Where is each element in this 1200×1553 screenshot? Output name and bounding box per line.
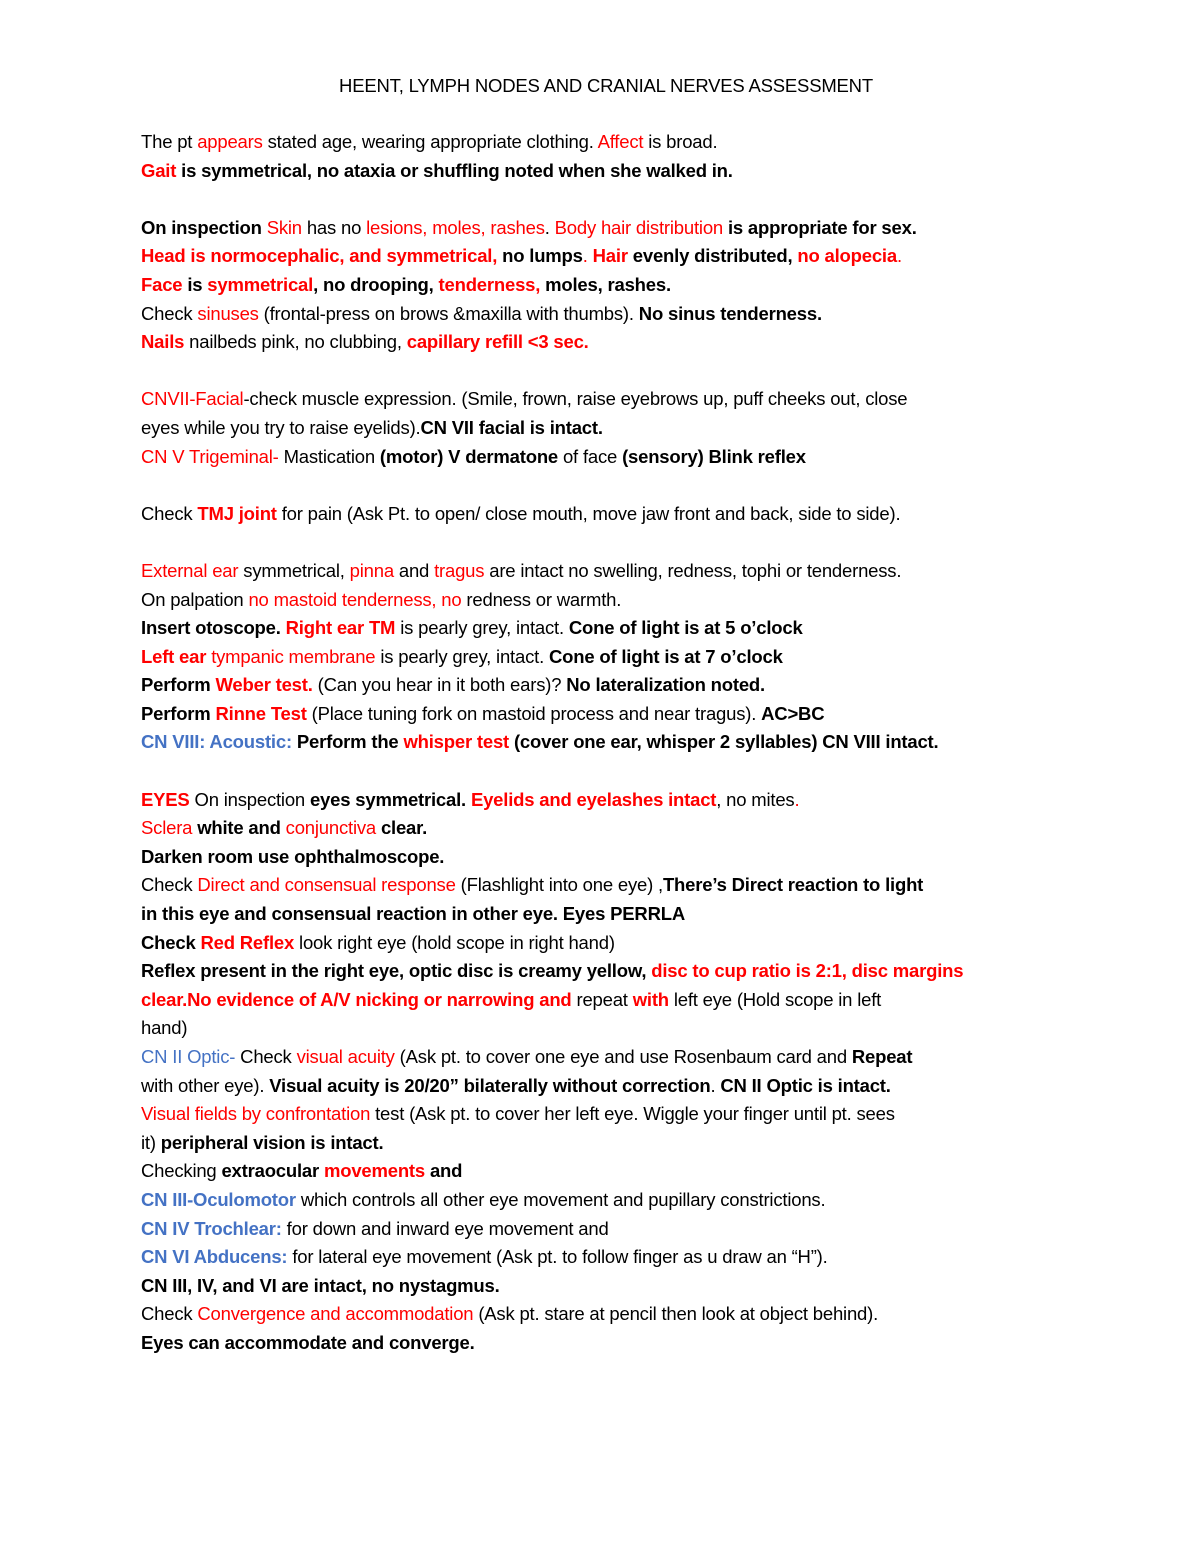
text-segment: . bbox=[582, 245, 593, 267]
blank-line bbox=[141, 185, 1071, 214]
text-segment: evenly distributed, bbox=[627, 245, 798, 267]
text-line bbox=[141, 900, 1071, 929]
text-segment: The pt bbox=[141, 131, 198, 152]
text-segment: CN II Optic is intact. bbox=[720, 1074, 891, 1096]
text-segment: is symmetrical, no ataxia or shuffling noted when she walked in. bbox=[176, 159, 733, 181]
text-segment: sinuses bbox=[197, 302, 259, 324]
text-segment: which controls all other eye movement and pupillary constrictions. bbox=[295, 1188, 826, 1210]
text-segment: stated age, wearing appropriate clothing. bbox=[262, 131, 598, 152]
text-segment: visual acuity bbox=[296, 1046, 395, 1067]
text-segment: has no bbox=[301, 216, 367, 238]
document-page bbox=[141, 72, 1071, 1358]
text-segment: disc to cup ratio is 2:1, disc margins bbox=[651, 960, 964, 982]
text-line bbox=[141, 1243, 1071, 1272]
text-segment: CNVII-Facial bbox=[141, 388, 244, 410]
blank-line bbox=[141, 357, 1071, 386]
text-segment: eyes while you try to raise eyelids). bbox=[141, 416, 421, 438]
text-segment: Rinne Test bbox=[215, 702, 307, 724]
text-segment: CN II Optic- bbox=[141, 1046, 236, 1067]
text-segment: and bbox=[425, 1160, 463, 1182]
text-segment: Perform the bbox=[291, 731, 404, 753]
text-segment: On palpation bbox=[141, 588, 249, 610]
text-line bbox=[141, 157, 1071, 186]
text-segment: in this eye and consensual reaction in other eye. Eyes PERRLA bbox=[141, 903, 686, 925]
text-segment: Visual acuity is 20/20” bilaterally without correction bbox=[269, 1074, 711, 1096]
text-segment: with other eye). bbox=[141, 1074, 270, 1096]
text-segment: of face bbox=[558, 445, 623, 467]
text-line bbox=[141, 1100, 1071, 1129]
text-segment: conjunctiva bbox=[285, 817, 376, 839]
text-line bbox=[141, 385, 1071, 414]
text-line bbox=[141, 1014, 1071, 1043]
text-segment: Nails bbox=[141, 331, 185, 353]
text-segment: . bbox=[544, 216, 555, 238]
text-segment: EYES bbox=[141, 788, 190, 810]
text-line bbox=[141, 586, 1071, 615]
text-segment: Check bbox=[141, 502, 198, 524]
text-segment: CN V Trigeminal- bbox=[141, 445, 279, 467]
text-segment: Weber test. bbox=[215, 674, 313, 696]
text-segment: CN VII facial is intact. bbox=[420, 416, 603, 438]
text-line bbox=[141, 786, 1071, 815]
text-segment: is pearly grey, intact. bbox=[375, 645, 549, 667]
blank-line bbox=[141, 757, 1071, 786]
text-segment: with bbox=[632, 988, 669, 1010]
text-segment: it) bbox=[141, 1131, 161, 1153]
text-segment: white and bbox=[192, 817, 286, 839]
text-segment: hand) bbox=[141, 1017, 188, 1039]
text-segment: is pearly grey, intact. bbox=[395, 617, 569, 639]
text-segment: . bbox=[896, 245, 902, 267]
text-segment: Cone of light is at 7 o’clock bbox=[548, 645, 783, 667]
text-line bbox=[141, 1186, 1071, 1215]
text-line bbox=[141, 1157, 1071, 1186]
text-segment: (sensory) Blink reflex bbox=[622, 445, 806, 467]
text-segment: Head is normocephalic, and symmetrical, bbox=[141, 245, 498, 267]
text-segment: tragus bbox=[434, 559, 485, 581]
document-body bbox=[141, 128, 1071, 1358]
text-segment: External ear bbox=[141, 559, 239, 581]
text-segment: Check bbox=[141, 302, 198, 324]
text-segment: no mastoid tenderness, no bbox=[248, 588, 462, 610]
text-segment: Affect bbox=[597, 131, 644, 152]
text-segment: Convergence and accommodation bbox=[197, 1303, 474, 1325]
text-line bbox=[141, 871, 1071, 900]
text-segment: (Ask pt. stare at pencil then look at object behind). bbox=[473, 1303, 879, 1325]
text-segment: Check bbox=[141, 1303, 198, 1325]
text-segment: Skin bbox=[266, 216, 302, 238]
text-segment: CN III-Oculomotor bbox=[141, 1188, 296, 1210]
text-segment: Check bbox=[141, 931, 201, 953]
text-segment: Cone of light is at 5 o’clock bbox=[568, 617, 803, 639]
text-segment: , no drooping, bbox=[313, 273, 439, 295]
text-segment: for pain (Ask Pt. to open/ close mouth, move jaw front and back, side to side). bbox=[276, 502, 901, 524]
text-segment: extraocular bbox=[221, 1160, 324, 1182]
text-segment: AC>BC bbox=[761, 702, 825, 724]
text-line bbox=[141, 643, 1071, 672]
text-segment: (motor) V dermatone bbox=[379, 445, 559, 467]
text-line bbox=[141, 700, 1071, 729]
text-line bbox=[141, 328, 1071, 357]
text-segment: clear. bbox=[376, 817, 428, 839]
text-line bbox=[141, 1300, 1071, 1329]
text-segment: Reflex present in the right eye, optic disc is creamy yellow, bbox=[141, 960, 652, 982]
text-line bbox=[141, 500, 1071, 529]
text-segment: (cover one ear, whisper 2 syllables) CN VIII intact. bbox=[509, 731, 939, 753]
text-segment: peripheral vision is intact. bbox=[160, 1131, 384, 1153]
text-line bbox=[141, 128, 1071, 157]
text-segment: TMJ joint bbox=[197, 502, 277, 524]
text-line bbox=[141, 814, 1071, 843]
text-segment: CN IV Trochlear: bbox=[141, 1217, 282, 1239]
text-segment: is appropriate for sex. bbox=[723, 216, 917, 238]
text-segment: movements bbox=[323, 1160, 425, 1182]
text-line bbox=[141, 242, 1071, 271]
text-segment: , no mites bbox=[716, 788, 795, 810]
blank-line bbox=[141, 528, 1071, 557]
text-segment: look right eye (hold scope in right hand) bbox=[294, 931, 615, 953]
text-segment: Insert otoscope. bbox=[141, 617, 286, 639]
text-segment: (frontal-press on brows &maxilla with thumbs). bbox=[258, 302, 639, 324]
text-segment: No sinus tenderness. bbox=[638, 302, 822, 324]
text-segment: (Can you hear in it both ears)? bbox=[312, 674, 567, 696]
text-segment: Body hair distribution bbox=[554, 216, 724, 238]
text-segment: Repeat bbox=[851, 1046, 913, 1067]
text-segment: Visual fields by confrontation bbox=[141, 1103, 371, 1125]
text-segment: tympanic membrane bbox=[211, 645, 376, 667]
text-segment: left eye (Hold scope in left bbox=[668, 988, 882, 1010]
text-segment: CN III, IV, and VI are intact, no nystagmus. bbox=[141, 1274, 500, 1296]
text-segment: There’s Direct reaction to light bbox=[662, 874, 924, 896]
text-segment: No lateralization noted. bbox=[566, 674, 765, 696]
text-segment: Direct and consensual response bbox=[197, 874, 456, 896]
text-segment: capillary refill <3 sec. bbox=[406, 331, 589, 353]
text-segment: no lumps bbox=[497, 245, 583, 267]
text-segment: Gait bbox=[141, 159, 177, 181]
text-segment: CN VIII: Acoustic: bbox=[141, 731, 292, 753]
text-line bbox=[141, 1215, 1071, 1244]
text-line bbox=[141, 986, 1071, 1015]
document-title: HEENT, LYMPH NODES AND CRANIAL NERVES ASSESSMENT bbox=[339, 75, 873, 96]
text-segment: tenderness, bbox=[438, 273, 541, 295]
text-segment: nailbeds pink, no clubbing, bbox=[184, 331, 407, 353]
text-segment: Face bbox=[141, 273, 183, 295]
text-line bbox=[141, 728, 1071, 757]
text-segment: symmetrical bbox=[207, 273, 314, 295]
text-segment: Red Reflex bbox=[200, 931, 295, 953]
text-segment: (Flashlight into one eye) , bbox=[455, 874, 663, 896]
text-line bbox=[141, 214, 1071, 243]
text-line bbox=[141, 614, 1071, 643]
text-segment: On inspection bbox=[141, 216, 267, 238]
text-segment: symmetrical, bbox=[238, 559, 350, 581]
text-line bbox=[141, 271, 1071, 300]
text-line bbox=[141, 929, 1071, 958]
text-segment: Perform bbox=[141, 674, 216, 696]
text-segment: whisper test bbox=[403, 731, 509, 753]
text-segment: pinna bbox=[349, 559, 394, 581]
text-segment: Eyes can accommodate and converge. bbox=[141, 1331, 475, 1353]
text-line bbox=[141, 1129, 1071, 1158]
text-segment: for lateral eye movement (Ask pt. to follow finger as u draw an “H”). bbox=[287, 1246, 828, 1268]
text-segment: Right ear TM bbox=[285, 617, 396, 639]
text-line bbox=[141, 1329, 1071, 1358]
text-segment: repeat bbox=[571, 988, 633, 1010]
text-segment: On inspection bbox=[189, 788, 310, 810]
text-segment: lesions, moles, rashes bbox=[366, 216, 545, 238]
text-segment: . bbox=[710, 1074, 721, 1096]
text-segment: appears bbox=[197, 131, 263, 152]
text-segment: Check bbox=[235, 1046, 297, 1067]
text-line bbox=[141, 957, 1071, 986]
text-segment: is bbox=[182, 273, 208, 295]
text-segment: Darken room use ophthalmoscope. bbox=[141, 845, 445, 867]
text-line bbox=[141, 414, 1071, 443]
text-line bbox=[141, 557, 1071, 586]
text-segment: . bbox=[794, 788, 800, 810]
text-line bbox=[141, 300, 1071, 329]
text-segment: Eyelids and eyelashes intact bbox=[470, 788, 717, 810]
text-segment: Mastication bbox=[278, 445, 380, 467]
text-segment: Checking bbox=[141, 1160, 222, 1182]
text-segment: test (Ask pt. to cover her left eye. Wiggle your finger until pt. sees bbox=[370, 1103, 895, 1125]
text-segment: (Ask pt. to cover one eye and use Rosenbaum card and bbox=[394, 1046, 852, 1067]
text-line bbox=[141, 671, 1071, 700]
text-segment: -check muscle expression. (Smile, frown, raise eyebrows up, puff cheeks out, close bbox=[243, 388, 908, 410]
text-segment: Check bbox=[141, 874, 198, 896]
text-line bbox=[141, 443, 1071, 472]
text-segment: Perform bbox=[141, 702, 216, 724]
text-segment: Sclera bbox=[141, 817, 193, 839]
text-segment: Left ear bbox=[141, 645, 207, 667]
text-segment: and bbox=[393, 559, 435, 581]
text-line bbox=[141, 1043, 1071, 1072]
text-segment: for down and inward eye movement and bbox=[281, 1217, 609, 1239]
blank-line bbox=[141, 471, 1071, 500]
text-segment: CN VI Abducens: bbox=[141, 1246, 288, 1268]
text-segment: is broad. bbox=[643, 131, 718, 152]
text-segment: eyes symmetrical. bbox=[309, 788, 466, 810]
text-line bbox=[141, 1072, 1071, 1101]
text-segment: redness or warmth. bbox=[461, 588, 622, 610]
text-segment: (Place tuning fork on mastoid process and near tragus). bbox=[306, 702, 762, 724]
text-segment: moles, rashes. bbox=[540, 273, 671, 295]
text-segment: clear.No evidence of A/V nicking or narrowing and bbox=[141, 988, 572, 1010]
text-segment: no alopecia bbox=[797, 245, 897, 267]
text-line bbox=[141, 1272, 1071, 1301]
text-segment: Hair bbox=[592, 245, 628, 267]
text-segment: are intact no swelling, redness, tophi or tenderness. bbox=[484, 559, 902, 581]
text-line bbox=[141, 843, 1071, 872]
